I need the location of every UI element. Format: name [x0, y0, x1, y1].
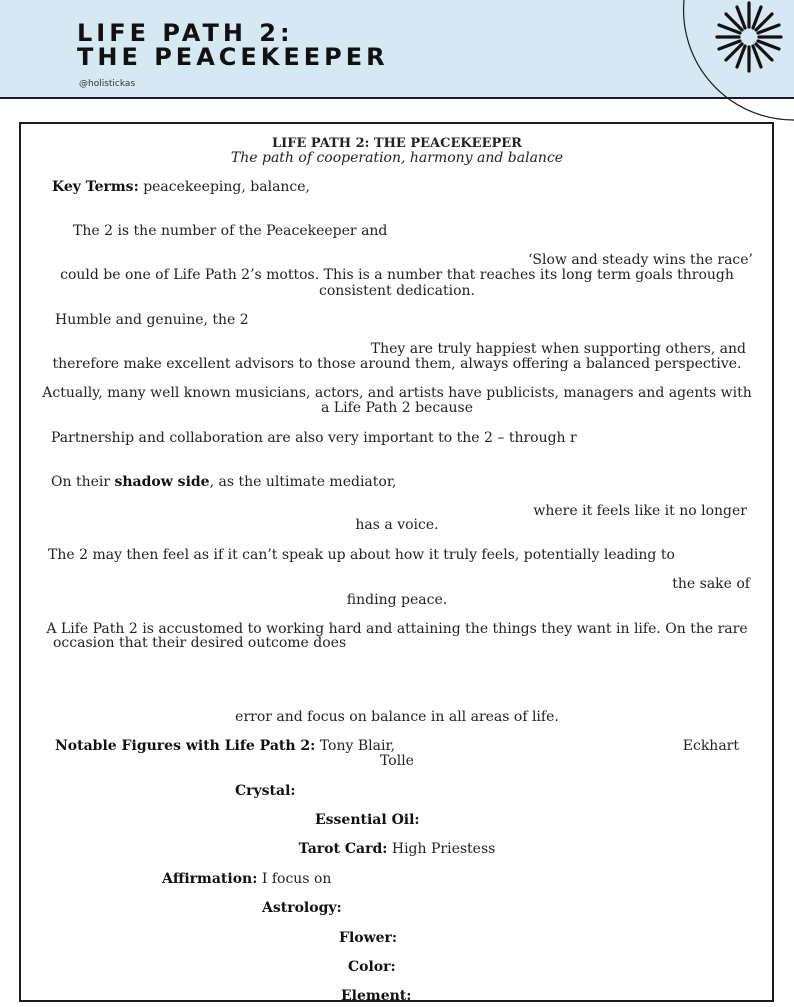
key-terms — [52, 179, 310, 196]
affirmation-field — [162, 871, 331, 888]
astrology-label: Astrology: — [262, 900, 342, 916]
para-1: The 2 is the number of the Peacekeeper and — [73, 223, 388, 239]
para-3-line2: They are truly happiest when supporting others, and — [370, 341, 746, 357]
tarot-card-label: Tarot Card: — [298, 841, 388, 857]
para-5: Partnership and collaboration are also very important to the 2 – through r — [51, 430, 577, 446]
notable-tolle: Tolle — [380, 753, 414, 769]
key-terms-label: Key Terms: — [52, 179, 139, 195]
astrology-field — [262, 900, 342, 917]
color-label: Color: — [348, 959, 396, 975]
para-10-line2: occasion that their desired outcome does — [53, 635, 347, 651]
notable-figures-label: Notable Figures with Life Path 2: — [55, 738, 316, 754]
para-2-line2: could be one of Life Path 2’s mottos. This is a number that reaches its long term goals through — [60, 267, 734, 283]
affirmation-value: I focus on — [261, 871, 332, 887]
affirmation-label: Affirmation: — [162, 871, 258, 887]
shadow-side-term: shadow side — [114, 474, 210, 490]
para-9-line1: the sake of — [672, 576, 750, 592]
para-6-pre: On their — [51, 474, 115, 490]
key-terms-value: peacekeeping, balance, — [143, 179, 311, 195]
flower-label: Flower: — [339, 930, 398, 946]
para-6 — [51, 474, 396, 491]
para-7-line1: where it feels like it no longer — [533, 503, 747, 519]
para-3-line1: Humble and genuine, the 2 — [55, 312, 249, 328]
crystal-field — [235, 783, 296, 800]
para-2-line1: ‘Slow and steady wins the race’ — [527, 252, 753, 268]
banner-title-line2: THE PEACEKEEPER — [77, 43, 389, 71]
para-10-line1: A Life Path 2 is accustomed to working hard and attaining the things they want in life. On the rare — [46, 621, 748, 637]
para-6-post: , as the ultimate mediator, — [209, 474, 397, 490]
para-11: error and focus on balance in all areas of life. — [235, 709, 559, 725]
flower-field — [339, 930, 397, 947]
para-7-line2: has a voice. — [355, 517, 439, 533]
header-banner — [0, 0, 794, 99]
crystal-label: Crystal: — [235, 783, 296, 799]
tarot-card-field — [0, 841, 794, 858]
tarot-card-value: High Priestess — [391, 841, 496, 857]
doc-subtitle: The path of cooperation, harmony and balance — [230, 150, 564, 166]
notable-eckhart: Eckhart — [682, 738, 739, 754]
social-handle: @holistickas — [79, 79, 136, 89]
element-field — [341, 988, 411, 1005]
para-4-line1: Actually, many well known musicians, actors, and artists have publicists, managers and agents with — [42, 385, 752, 401]
color-field — [348, 959, 396, 976]
notable-figures-value: Tony Blair, — [319, 738, 396, 754]
doc-title: LIFE PATH 2: THE PEACEKEEPER — [272, 136, 522, 151]
para-8: The 2 may then feel as if it can’t speak up about how it truly feels, potentially leading to — [48, 547, 675, 563]
banner-title-line1: LIFE PATH 2: — [77, 19, 294, 47]
para-4-line2: a Life Path 2 because — [321, 400, 473, 416]
para-2-line3: consistent dedication. — [318, 283, 475, 299]
essential-oil-field — [315, 812, 420, 829]
para-3-line3: therefore make excellent advisors to those around them, always offering a balanced perspective. — [52, 356, 742, 372]
essential-oil-label: Essential Oil: — [315, 812, 420, 828]
para-9-line2: finding peace. — [346, 592, 448, 608]
element-label: Element: — [341, 988, 412, 1004]
